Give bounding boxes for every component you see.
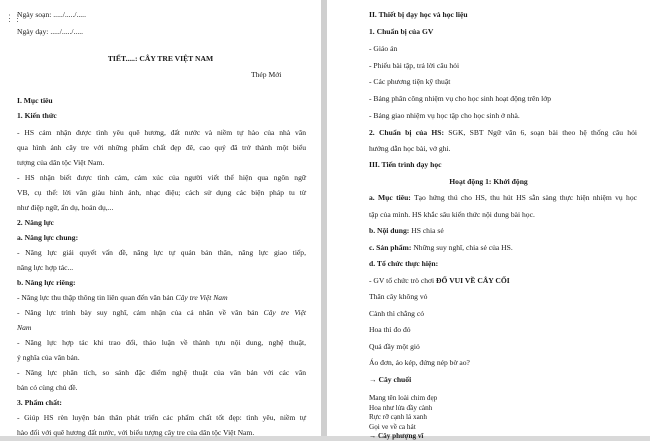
riddle-line: Hoa như lửa đầy cành (369, 403, 433, 412)
section-equipment: II. Thiết bị dạy học và học liệu (369, 10, 468, 19)
lesson-title: TIẾT.....: CÂY TRE VIỆT NAM (107, 54, 214, 63)
paragraph-line: - Năng lực trình bày suy nghĩ, cảm nhận của cá nhân về văn bản Cây tre Việt (17, 308, 306, 317)
paragraph-line: b. Nội dung: HS chia sẻ (369, 226, 444, 235)
paragraph-line: - Năng lực giải quyết vấn đề, năng lực tự quản bản thân, năng lực giao tiếp, (17, 248, 306, 257)
heading-organization: d. Tổ chức thực hiện: (369, 259, 439, 268)
list-item: - Bảng giao nhiệm vụ học tập cho học sinh ở nhà. (369, 111, 520, 120)
paragraph-line: - Năng lực phân tích, so sánh đặc điểm nghệ thuật của văn bản với các văn (17, 368, 306, 377)
activity-heading: Hoạt động 1: Khởi động (449, 177, 528, 186)
riddle-line: Gọi ve về ca hát (369, 422, 416, 431)
paragraph-line: - Năng lực thu thập thông tin liên quan đến văn bản Cây tre Việt Nam (17, 293, 228, 302)
paragraph-line: c. Sản phẩm: Những suy nghĩ, chia sẻ của HS. (369, 243, 513, 252)
paragraph-line: a. Mục tiêu: Tạo hứng thú cho HS, thu hút HS sẵn sàng thực hiện nhiệm vụ học (369, 193, 637, 202)
paragraph-line: tập của mình. HS khắc sâu kiến thức nội dung bài học. (369, 210, 535, 219)
date-prepare: Ngày soạn: ...../...../..... (17, 10, 86, 19)
riddle-answer: → Cây chuối (369, 375, 412, 384)
paragraph-line: VB, cụ thể: lời văn giàu hình ảnh, nhạc điệu; cách sử dụng các biện pháp tu từ (17, 188, 306, 197)
riddle-line: Mang tên loài chim đẹp (369, 394, 438, 402)
list-item: - Bảng phân công nhiệm vụ cho học sinh hoạt động trên lớp (369, 94, 552, 103)
document-page-left (0, 0, 321, 436)
paragraph-line: bản có cùng chủ đề. (17, 383, 78, 392)
paragraph-line: - HS cảm nhận được tình yêu quê hương, đất nước và niềm tự hào của nhà văn (17, 128, 306, 137)
list-item: - Giáo án (369, 44, 398, 53)
paragraph-line: - Năng lực hợp tác khi trao đổi, thảo luận về thành tựu nội dung, nghệ thuật, (17, 338, 306, 347)
section-objectives: I. Mục tiêu (17, 96, 53, 105)
riddle-answer: → Cây phượng vĩ (369, 432, 424, 441)
paragraph-line: hướng dẫn học bài, vở ghi. (369, 144, 451, 153)
paragraph-line: - GV tổ chức trò chơi ĐỐ VUI VỀ CÂY CỐI (369, 276, 510, 285)
riddle-line: Cành thì chẳng có (369, 309, 425, 318)
heading-general-competence: a. Năng lực chung: (17, 233, 79, 242)
author-name: Thép Mới (251, 70, 282, 79)
paragraph-line: như điệp ngữ, ẩn dụ, hoán dụ,... (17, 203, 114, 212)
section-teaching-process: III. Tiến trình dạy học (369, 160, 442, 169)
list-item: - Các phương tiện kỹ thuật (369, 77, 451, 86)
paragraph-line: qua hình ảnh cây tre với những phẩm chất đẹp đẽ, cao quý đã trở thành một biểu (17, 143, 306, 152)
paragraph-line: ý nghĩa của văn bản. (17, 353, 80, 362)
heading-qualities: 3. Phẩm chất: (17, 398, 62, 407)
paragraph-line: 2. Chuẩn bị của HS: SGK, SBT Ngữ văn 6, soạn bài theo hệ thống câu hỏi (369, 128, 637, 137)
date-teach: Ngày dạy: ...../...../..... (17, 27, 84, 36)
riddle-line: Quả đầy một giỏ (369, 342, 420, 351)
heading-competence: 2. Năng lực (17, 218, 54, 227)
riddle-line: Thân cây không vỏ (369, 292, 428, 301)
paragraph-line: - HS nhận biết được tình cảm, cảm xúc của người viết thể hiện qua ngôn ngữ (17, 173, 306, 182)
paragraph-line: Nam (17, 323, 32, 332)
heading-teacher-prep: 1. Chuẩn bị của GV (369, 27, 434, 36)
document-page-right (327, 0, 650, 441)
paragraph-line: tượng của dân tộc Việt Nam. (17, 158, 105, 167)
heading-knowledge: 1. Kiến thức (17, 111, 57, 120)
list-item: - Phiếu bài tập, trả lời câu hỏi (369, 61, 460, 70)
heading-specific-competence: b. Năng lực riêng: (17, 278, 76, 287)
paragraph-line: - Giúp HS rèn luyện bản thân phát triển các phẩm chất tốt đẹp: tình yêu, niềm tự (17, 413, 306, 422)
paragraph-line: năng lực hợp tác... (17, 263, 74, 272)
paragraph-line: hào đối với quê hương đất nước, với biểu tượng cây tre của dân tộc Việt Nam. (17, 428, 255, 437)
riddle-line: Áo đơn, áo kép, đứng nép bờ ao? (369, 358, 470, 367)
riddle-line: Rực rỡ cạnh lá xanh (369, 413, 427, 422)
riddle-line: Hoa thì đo đỏ (369, 325, 411, 334)
drag-handle-icon[interactable]: ⋮⋮ (5, 13, 21, 23)
